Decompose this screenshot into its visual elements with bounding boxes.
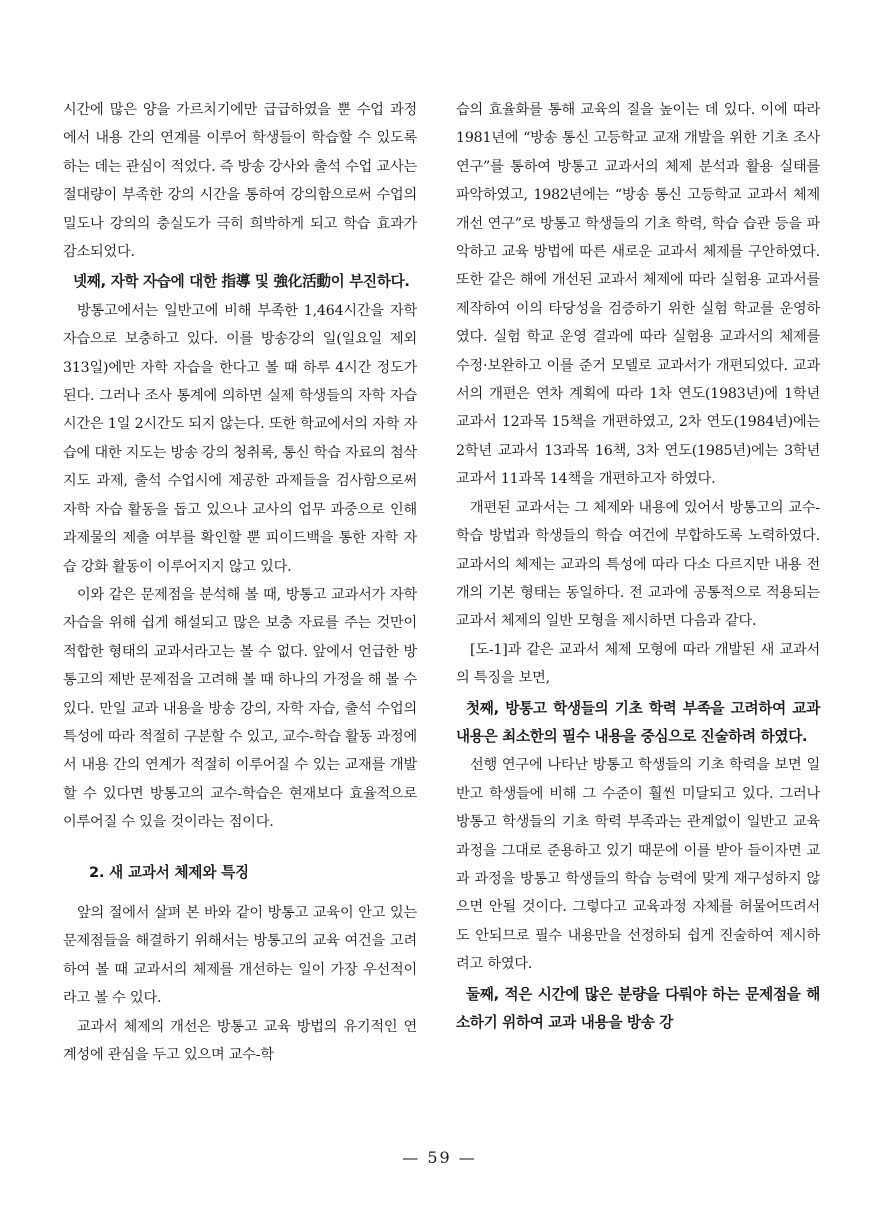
paragraph: [도-1]과 같은 교과서 체제 모형에 따라 개발된 새 교과서의 특징을 보면, [456,641,820,687]
right-column [456,96,820,1037]
paragraph: 선행 연구에 나타난 방통고 학생들의 기초 학력을 보면 일반고 학생들에 비해 그 수준이 훨씬 미달되고 있다. 그러나 방통고 학생들의 기초 학력 부족과는 관계없이 일반고 교육 과정을 그대로 준용하고 있기 때문에 이를 받아 들이자면 교과 과정을 방통고 학생들의 학습 능력에 맞게 재구성하지 않으면 안될 것이다. 그렇다고 교육과정 자체를 허물어뜨려서도 안되므로 필수 내용만을 선정하되 쉽게 진술하여 제시하려고 하였다. [456,757,820,973]
section-heading: 2. 새 교과서 체제와 특징 [89,863,249,881]
paragraph: 습의 효율화를 통해 교육의 질을 높이는 데 있다. 이에 따라 1981년에 “방송 통신 고등학교 교재 개발을 위한 기초 조사 연구”를 통하여 방통고 교과서의 체제 분석과 활용 실태를 파악하였고, 1982년에는 “방송 통신 고등학교 교과서 체제 개선 연구”로 방통고 학생들의 기초 학력, 학습 습관 등을 파악하고 교육 방법에 따른 새로운 교과서 체제를 구안하였다. 또한 같은 해에 개선된 교과서 체제에 따라 실험용 교과서를 제작하여 이의 타당성을 검증하기 위한 실험 학교를 운영하였다. 실험 학교 운영 결과에 따라 실험용 교과서의 체제를 수정·보완하고 이를 준거 모델로 교과서가 개편되었다. 교과서의 개편은 연차 계획에 따라 1차 연도(1983년)에 1학년 교과서 12과목 15책을 개편하였고, 2차 연도(1984년)에는 2학년 교과서 13과목 16책, 3차 연도(1985년)에는 3학년 교과서 11과목 14책을 개편하고자 하였다. [456,102,820,488]
paragraph: 개편된 교과서는 그 체제와 내용에 있어서 방통고의 교수-학습 방법과 학생들의 학습 여건에 부합하도록 노력하였다. 교과서의 체제는 교과의 특성에 따라 다소 다르지만 내용 전개의 기본 형태는 동일하다. 전 교과에 공통적으로 적용되는 교과서 체제의 일반 모형을 제시하면 다음과 같다. [456,499,820,630]
heading-second: 둘째, 적은 시간에 많은 분량을 다뤄야 하는 문제점을 해소하기 위하여 교과 내용을 방송 강 [456,985,820,1031]
heading-first: 첫째, 방통고 학생들의 기초 학력 부족을 고려하여 교과 내용은 최소한의 필수 내용을 중심으로 진술하려 하였다. [456,699,820,745]
paragraph: 방통고에서는 일반고에 비해 부족한 1,464시간을 자학 자습으로 보충하고 있다. 이를 방송강의 일(일요일 제외 313일)에만 자학 자습을 한다고 볼 때 하루 4시간 정도가 된다. 그러나 조사 통계에 의하면 실제 학생들의 자학 자습시간은 1일 2시간도 되지 않는다. 또한 학교에서의 자학 자습에 대한 지도는 방송 강의 청취록, 통신 학습 자료의 첨삭 지도 과제, 출석 수업시에 제공한 과제들을 검사함으로써 자학 자습 활동을 돕고 있으나 교사의 업무 과중으로 인해 과제물의 제출 여부를 확인할 뿐 피이드백을 통한 자학 자습 강화 활동이 이루어지지 않고 있다. [63,302,417,575]
paragraph: 이와 같은 문제점을 분석해 볼 때, 방통고 교과서가 자학 자습을 위해 쉽게 해설되고 많은 보충 자료를 주는 것만이 적합한 형태의 교과서라고는 볼 수 없다. 앞에서 언급한 방통고의 제반 문제점을 고려해 볼 때 하나의 가정을 해 볼 수 있다. 만일 교과 내용을 방송 강의, 자학 자습, 출석 수업의 특성에 따라 적절히 구분할 수 있고, 교수-학습 활동 과정에서 내용 간의 연계가 적절히 이루어질 수 있는 교재를 개발할 수 있다면 방통고의 교수-학습은 현재보다 효율적으로 이루어질 수 있을 것이라는 점이다. [63,586,418,831]
heading-fourth: 넷째, 자학 자습에 대한 指導 및 強化活動이 부진하다. [73,273,410,291]
page-number: — 59 — [402,1148,477,1167]
left-column [63,96,417,1069]
paragraph: 시간에 많은 양을 가르치기에만 급급하였을 뿐 수업 과정에서 내용 간의 연계를 이루어 학생들이 학습할 수 있도록 하는 데는 관심이 적었다. 즉 방송 강사와 출석 수업 교사는 절대량이 부족한 강의 시간을 통하여 강의함으로써 수업의 밀도나 강의의 충실도가 극히 희박하게 되고 학습 효과가 감소되었다. [63,102,417,261]
paragraph: 교과서 체제의 개선은 방통고 교육 방법의 유기적인 연계성에 관심을 두고 있으며 교수-학 [63,1018,417,1063]
paragraph: 앞의 절에서 살펴 본 바와 같이 방통고 교육이 안고 있는 문제점들을 해결하기 위해서는 방통고의 교육 여건을 고려하여 볼 때 교과서의 체제를 개선하는 일이 가장 우선적이라고 볼 수 있다. [63,904,417,1007]
